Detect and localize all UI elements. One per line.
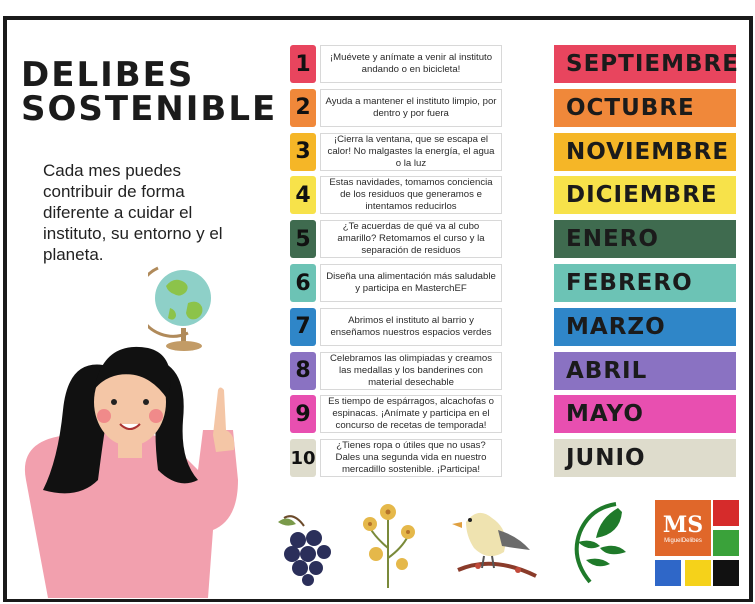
month-bar: ENERO [554, 220, 736, 258]
logo-orange-block [655, 500, 711, 556]
month-bar: DICIEMBRE [554, 176, 736, 214]
poster-title [21, 55, 278, 129]
action-item [290, 308, 502, 346]
logo-green-block [713, 530, 739, 556]
month-bar: MAYO [554, 395, 736, 433]
action-item [290, 264, 502, 302]
month-bar: FEBRERO [554, 264, 736, 302]
action-text: ¡Muévete y anímate a venir al instituto andando o en bicicleta! [320, 45, 502, 83]
action-text: Celebramos las olimpiadas y creamos las medallas y los banderines con material desechable [320, 352, 502, 390]
poster-frame-right [749, 16, 753, 602]
month-bar: SEPTIEMBRE [554, 45, 736, 83]
logo-monogram: MS [662, 512, 704, 538]
title-line-2: SOSTENIBLE [21, 89, 278, 129]
action-text: Estas navidades, tomamos conciencia de los residuos que generamos e intentamos reducirlos [320, 176, 502, 214]
intro-text: Cada mes puedes contribuir de forma diferente a cuidar el instituto, su entorno y el planeta. [43, 161, 223, 264]
action-number: 8 [290, 352, 316, 390]
action-number: 4 [290, 176, 316, 214]
action-number: 3 [290, 133, 316, 171]
action-item [290, 133, 502, 171]
action-number: 7 [290, 308, 316, 346]
action-item [290, 176, 502, 214]
action-item [290, 439, 502, 477]
action-text: Abrimos el instituto al barrio y enseñamos nuestros espacios verdes [320, 308, 502, 346]
logo-blue-block [655, 560, 681, 586]
action-text: Es tiempo de espárragos, alcachofas o espinacas. ¡Anímate y participa en el concurso de recetas de temporada! [320, 395, 502, 433]
poster-frame-bottom [3, 599, 753, 602]
school-logo [655, 500, 739, 588]
month-bar: MARZO [554, 308, 736, 346]
month-bar: NOVIEMBRE [554, 133, 736, 171]
title-line-1: DELIBES [21, 55, 195, 95]
logo-yellow-block [685, 560, 711, 586]
action-text: Diseña una alimentación más saludable y participa en MasterchEF [320, 264, 502, 302]
action-item [290, 352, 502, 390]
logo-red-block [713, 500, 739, 526]
logo-caption: MiguelDelibes [664, 538, 702, 544]
action-item [290, 45, 502, 83]
action-text: ¿Tienes ropa o útiles que no usas? Dales una segunda vida en nuestro mercadillo sostenible. ¡Participa! [320, 439, 502, 477]
action-number: 1 [290, 45, 316, 83]
bird-icon [448, 500, 538, 584]
flowers-icon [358, 498, 418, 590]
action-text: Ayuda a mantener el instituto limpio, por dentro y por fuera [320, 89, 502, 127]
grapes-icon [274, 512, 338, 588]
month-bar: ABRIL [554, 352, 736, 390]
es-logo-icon [560, 498, 634, 586]
logo-black-block [713, 560, 739, 586]
month-bar: JUNIO [554, 439, 736, 477]
action-number: 10 [290, 439, 316, 477]
action-item [290, 395, 502, 433]
action-item [290, 89, 502, 127]
action-number: 6 [290, 264, 316, 302]
girl-illustration [8, 330, 270, 598]
action-text: ¡Cierra la ventana, que se escapa el calor! No malgastes la energía, el agua o la luz [320, 133, 502, 171]
action-number: 5 [290, 220, 316, 258]
action-number: 2 [290, 89, 316, 127]
action-text: ¿Te acuerdas de qué va al cubo amarillo? Retomamos el curso y la separación de residuos [320, 220, 502, 258]
action-item [290, 220, 502, 258]
action-number: 9 [290, 395, 316, 433]
month-bar: OCTUBRE [554, 89, 736, 127]
